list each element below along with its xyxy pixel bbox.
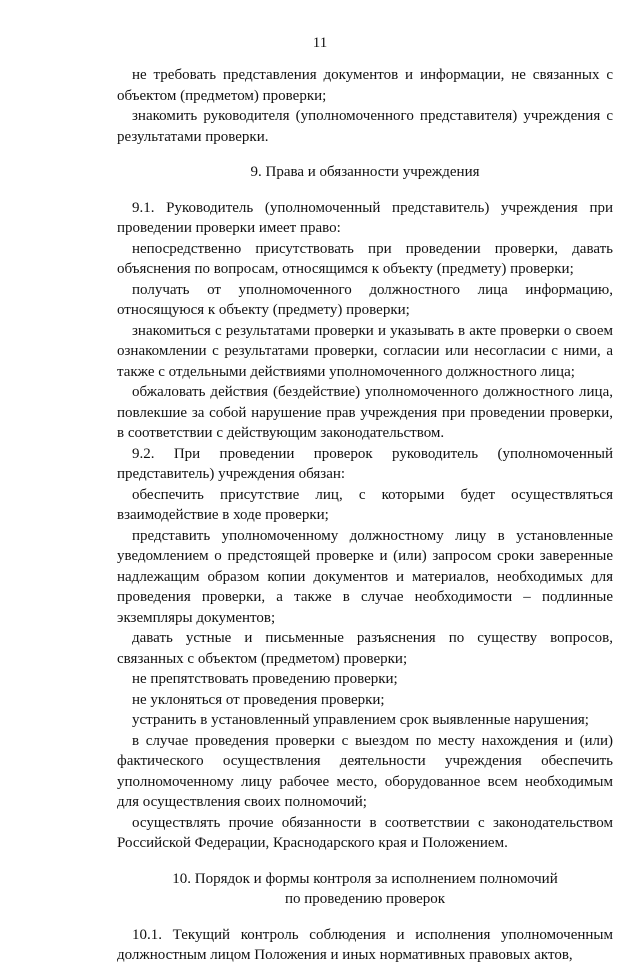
section-heading-9: 9. Права и обязанности учреждения <box>250 164 480 180</box>
paragraph: давать устные и письменные разъяснения по существу вопросов, связанных с объектом (предметом) проверки; <box>117 630 613 667</box>
section-heading-10-line1: 10. Порядок и формы контроля за исполнением полномочий <box>172 870 558 887</box>
paragraph: 10.1. Текущий контроль соблюдения и исполнения уполномоченным должностным лицом Положения и иных нормативных правовых актов, <box>117 926 613 963</box>
paragraph: осуществлять прочие обязанности в соответствии с законодательством Российской Федерации, Краснодарского края и Положением. <box>117 814 613 851</box>
paragraph: 9.2. При проведении проверок руководитель (уполномоченный представитель) учреждения обязан: <box>117 445 613 482</box>
page-content <box>117 65 613 966</box>
paragraph: знакомиться с результатами проверки и указывать в акте проверки о своем ознакомлении с результатами проверки, согласии или несогласии с ними, а также с отдельными действиями уполномоченного должностного лица; <box>117 322 613 380</box>
page-number: 11 <box>312 35 328 51</box>
paragraph: не препятствовать проведению проверки; <box>132 671 398 687</box>
paragraph: обжаловать действия (бездействие) уполномоченного должностного лица, повлекшие за собой нарушение прав учреждения при проведении проверки, в соответствии с действующим законодательством. <box>117 384 613 441</box>
paragraph: обеспечить присутствие лиц, с которыми будет осуществляться взаимодействие в ходе проверки; <box>117 486 613 523</box>
paragraph: не уклоняться от проведения проверки; <box>132 691 385 708</box>
paragraph: получать от уполномоченного должностного лица информацию, относящуюся к объекту (предмету) проверки; <box>117 281 613 318</box>
paragraph: в случае проведения проверки с выездом по месту нахождения и (или) фактического осуществления деятельности учреждения обеспечить уполномоченному лицу рабочее место, оборудованное всем необходимым для осуществления своих полномочий; <box>117 732 613 810</box>
paragraph: 9.1. Руководитель (уполномоченный представитель) учреждения при проведении проверки имеет право: <box>117 199 613 236</box>
section-heading-10-line2: по проведению проверок <box>284 891 446 907</box>
paragraph: непосредственно присутствовать при проведении проверки, давать объяснения по вопросам, относящимся к объекту (предмету) проверки; <box>117 240 613 277</box>
paragraph: знакомить руководителя (уполномоченного представителя) учреждения с результатами проверки. <box>117 108 613 145</box>
paragraph: представить уполномоченному должностному лицу в установленные уведомлением о предстоящей проверке и (или) запросом сроки заверенные надлежащим образом копии документов и материалов, необходимых для проведения проверки, а также в случае необходимости – подлинные экземпляры документов; <box>117 527 613 626</box>
paragraph: устранить в установленный управлением срок выявленные нарушения; <box>132 712 589 728</box>
paragraph: не требовать представления документов и информации, не связанных с объектом (предметом) проверки; <box>117 67 613 104</box>
section-heading-10 <box>117 869 613 910</box>
